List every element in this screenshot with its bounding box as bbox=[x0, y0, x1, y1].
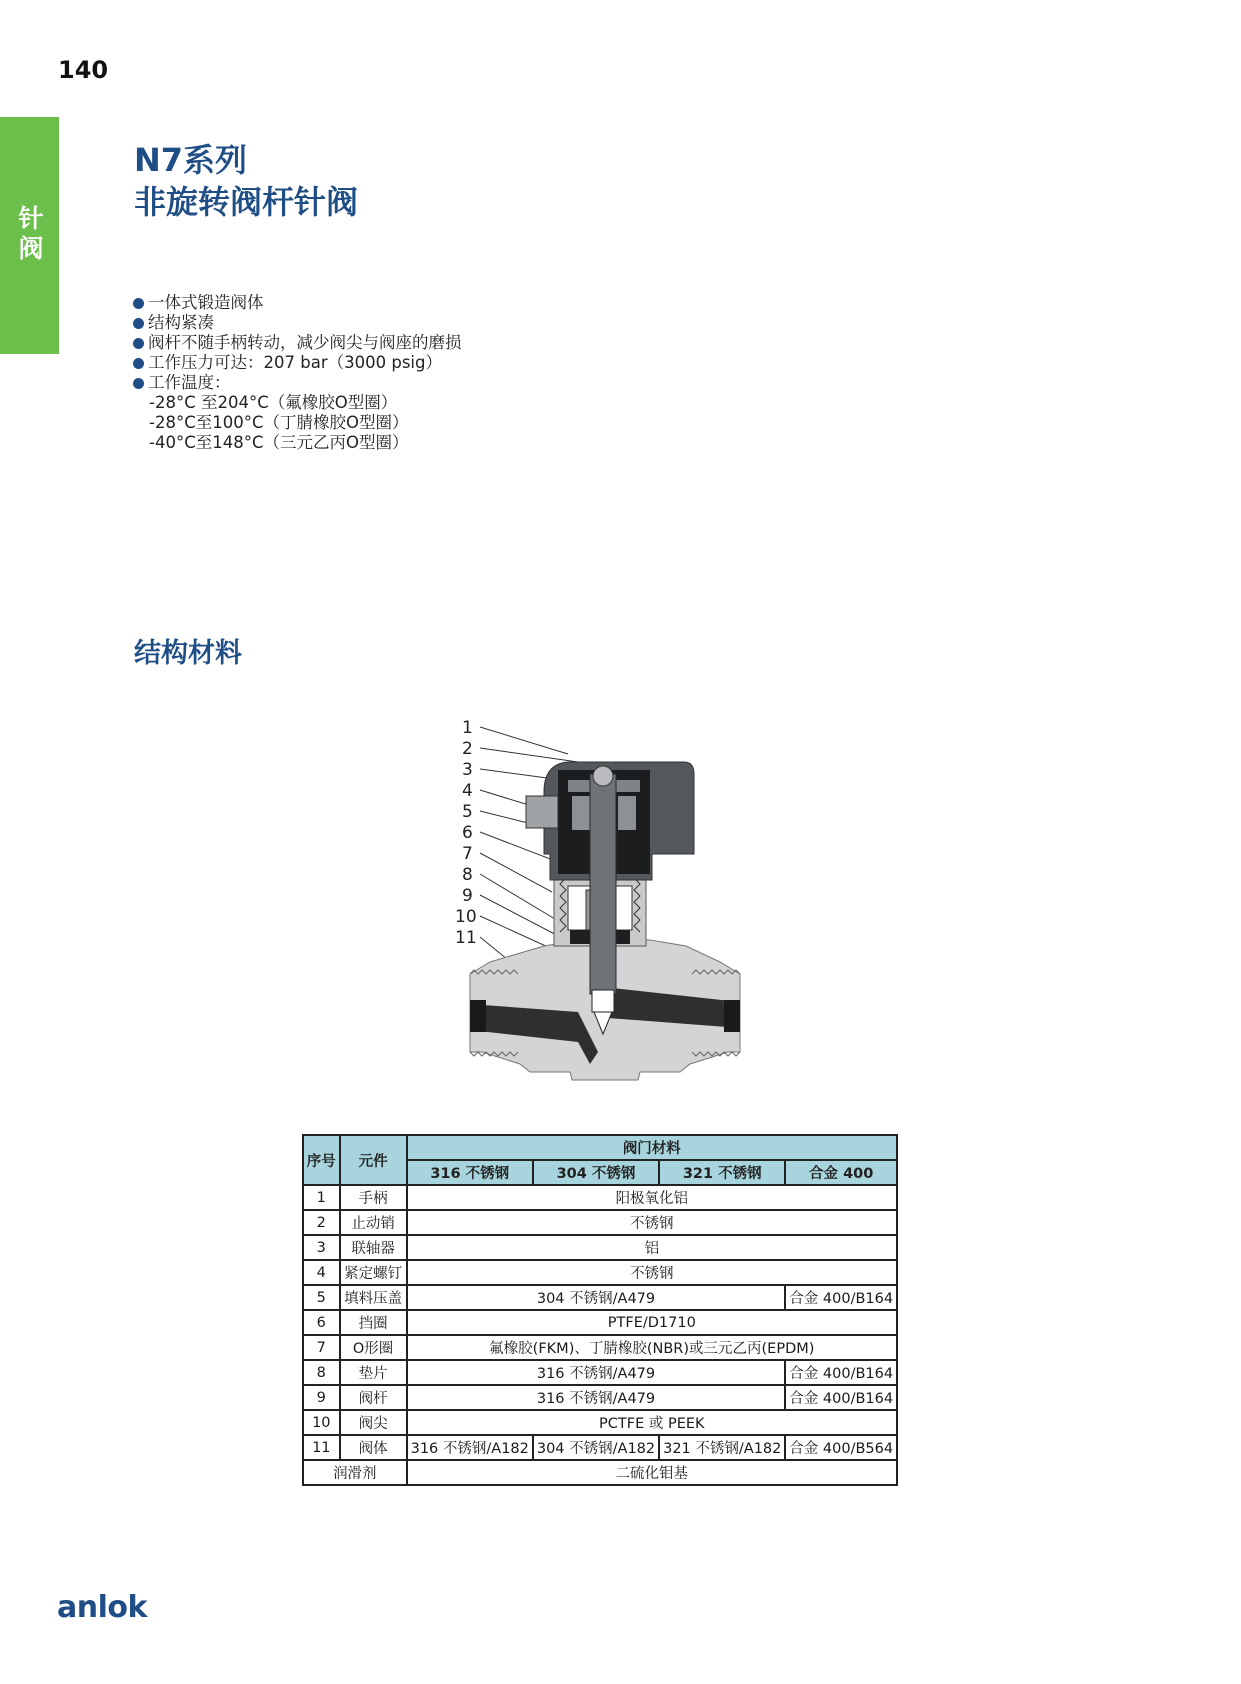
row-part: O形圈 bbox=[340, 1335, 407, 1360]
callout-label: 6 bbox=[462, 823, 473, 843]
row-no: 6 bbox=[303, 1310, 340, 1335]
feature-text: 一体式锻造阀体 bbox=[148, 293, 264, 312]
table-row bbox=[303, 1210, 897, 1235]
row-material: 不锈钢 bbox=[407, 1210, 897, 1235]
callout-label: 5 bbox=[462, 802, 473, 822]
table-row bbox=[303, 1285, 897, 1310]
header-321: 321 不锈钢 bbox=[659, 1160, 785, 1185]
side-tab bbox=[0, 117, 59, 354]
bullet-icon bbox=[133, 378, 144, 389]
row-material-stainless: 304 不锈钢/A479 bbox=[407, 1285, 786, 1310]
table-row bbox=[303, 1235, 897, 1260]
row-material: 阳极氧化铝 bbox=[407, 1185, 897, 1210]
section-title: 结构材料 bbox=[134, 638, 242, 669]
row-material-alloy: 合金 400/B164 bbox=[785, 1385, 897, 1410]
row-no: 11 bbox=[303, 1435, 340, 1460]
row-material-alloy: 合金 400/B164 bbox=[785, 1285, 897, 1310]
feature-item bbox=[133, 293, 462, 313]
header-alloy400: 合金 400 bbox=[785, 1160, 897, 1185]
row-part: 阀杆 bbox=[340, 1385, 407, 1410]
series-title: N7系列 bbox=[134, 141, 248, 179]
feature-item bbox=[133, 333, 462, 353]
feature-list bbox=[133, 293, 462, 453]
table-row bbox=[303, 1385, 897, 1410]
callout-label: 1 bbox=[462, 718, 473, 738]
row-part: 润滑剂 bbox=[303, 1460, 407, 1485]
row-material-316: 316 不锈钢/A182 bbox=[407, 1435, 533, 1460]
table-row bbox=[303, 1335, 897, 1360]
header-304: 304 不锈钢 bbox=[533, 1160, 659, 1185]
callout-label: 4 bbox=[462, 781, 473, 801]
product-title: 非旋转阀杆针阀 bbox=[134, 183, 359, 221]
row-no: 7 bbox=[303, 1335, 340, 1360]
bullet-icon bbox=[133, 358, 144, 369]
callout-label: 9 bbox=[462, 886, 473, 906]
temperature-range: -40°C至148°C（三元乙丙O型圈） bbox=[149, 433, 409, 452]
header-no: 序号 bbox=[303, 1135, 340, 1185]
table-row bbox=[303, 1460, 897, 1485]
row-part: 联轴器 bbox=[340, 1235, 407, 1260]
row-part: 紧定螺钉 bbox=[340, 1260, 407, 1285]
feature-text: 阀杆不随手柄转动，减少阀尖与阀座的磨损 bbox=[148, 333, 462, 352]
feature-text: 工作温度： bbox=[148, 373, 231, 392]
materials-table bbox=[302, 1134, 898, 1486]
stem bbox=[590, 774, 616, 994]
callout-label: 3 bbox=[462, 760, 473, 780]
row-no: 2 bbox=[303, 1210, 340, 1235]
table-row bbox=[303, 1410, 897, 1435]
callout-label: 8 bbox=[462, 865, 473, 885]
brand-logo: anlok bbox=[57, 1590, 147, 1625]
callout-label: 2 bbox=[462, 739, 473, 759]
row-material-alloy: 合金 400/B564 bbox=[785, 1435, 897, 1460]
row-part: 填料压盖 bbox=[340, 1285, 407, 1310]
row-part: 手柄 bbox=[340, 1185, 407, 1210]
callout-label: 11 bbox=[455, 928, 477, 948]
row-no: 8 bbox=[303, 1360, 340, 1385]
feature-item bbox=[133, 313, 462, 333]
row-part: 阀体 bbox=[340, 1435, 407, 1460]
row-material: PCTFE 或 PEEK bbox=[407, 1410, 897, 1435]
table-row bbox=[303, 1360, 897, 1385]
row-no: 4 bbox=[303, 1260, 340, 1285]
row-part: 垫片 bbox=[340, 1360, 407, 1385]
bullet-icon bbox=[133, 338, 144, 349]
side-tab-char: 阀 bbox=[18, 234, 44, 263]
valve-cross-section-diagram bbox=[450, 712, 790, 1082]
table-header-row bbox=[303, 1135, 897, 1160]
row-part: 止动销 bbox=[340, 1210, 407, 1235]
table-row bbox=[303, 1185, 897, 1210]
row-no: 5 bbox=[303, 1285, 340, 1310]
bullet-icon bbox=[133, 298, 144, 309]
row-material: PTFE/D1710 bbox=[407, 1310, 897, 1335]
header-316: 316 不锈钢 bbox=[407, 1160, 533, 1185]
row-material-304: 304 不锈钢/A182 bbox=[533, 1435, 659, 1460]
feature-text: 工作压力可达：207 bar（3000 psig） bbox=[148, 353, 442, 372]
header-part: 元件 bbox=[340, 1135, 407, 1185]
feature-item bbox=[133, 373, 462, 393]
row-material-321: 321 不锈钢/A182 bbox=[659, 1435, 785, 1460]
row-no: 10 bbox=[303, 1410, 340, 1435]
row-material: 氟橡胶(FKM)、丁腈橡胶(NBR)或三元乙丙(EPDM) bbox=[407, 1335, 897, 1360]
callout-label: 10 bbox=[455, 907, 477, 927]
side-tab-char: 针 bbox=[18, 204, 44, 233]
page-number: 140 bbox=[58, 56, 109, 84]
valve-tip bbox=[592, 990, 614, 1012]
row-part: 阀尖 bbox=[340, 1410, 407, 1435]
temperature-range: -28°C 至204°C（氟橡胶O型圈） bbox=[149, 393, 398, 412]
row-material-alloy: 合金 400/B164 bbox=[785, 1360, 897, 1385]
row-part: 挡圈 bbox=[340, 1310, 407, 1335]
row-no: 3 bbox=[303, 1235, 340, 1260]
row-no: 1 bbox=[303, 1185, 340, 1210]
row-material: 铝 bbox=[407, 1235, 897, 1260]
temperature-range: -28°C至100°C（丁腈橡胶O型圈） bbox=[149, 413, 409, 432]
row-material-stainless: 316 不锈钢/A479 bbox=[407, 1385, 786, 1410]
header-materials: 阀门材料 bbox=[407, 1135, 897, 1160]
row-no: 9 bbox=[303, 1385, 340, 1410]
table-row bbox=[303, 1310, 897, 1335]
table-row bbox=[303, 1435, 897, 1460]
feature-text: 结构紧凑 bbox=[148, 313, 214, 332]
bullet-icon bbox=[133, 318, 144, 329]
row-material: 不锈钢 bbox=[407, 1260, 897, 1285]
feature-item bbox=[133, 353, 462, 373]
row-material-stainless: 316 不锈钢/A479 bbox=[407, 1360, 786, 1385]
row-material: 二硫化钼基 bbox=[407, 1460, 897, 1485]
table-row bbox=[303, 1260, 897, 1285]
callout-label: 7 bbox=[462, 844, 473, 864]
